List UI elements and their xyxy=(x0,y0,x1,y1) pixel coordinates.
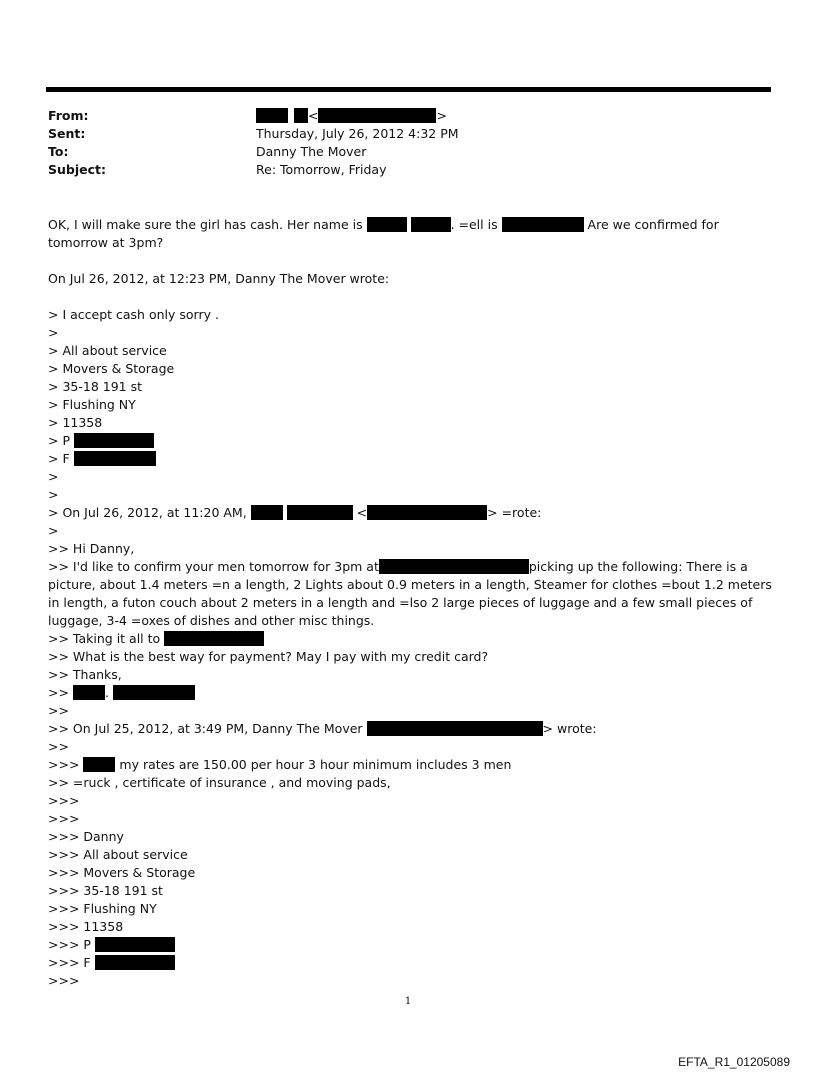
quote-line: >>> Flushing NY xyxy=(48,901,157,916)
bates-number: EFTA_R1_01205089 xyxy=(678,1055,790,1069)
redaction xyxy=(73,685,105,700)
quote-line: >> Taking it all to xyxy=(48,630,773,648)
sent-label: Sent: xyxy=(48,126,86,141)
redaction xyxy=(164,631,264,646)
quote-line: >>> Danny xyxy=(48,829,124,844)
subject-value: Re: Tomorrow, Friday xyxy=(256,162,387,177)
redaction xyxy=(95,937,175,952)
quote-line: > All about service xyxy=(48,343,167,358)
redaction xyxy=(287,505,353,520)
redaction xyxy=(367,721,543,736)
quote-line: > xyxy=(48,325,59,340)
redaction xyxy=(502,217,584,232)
quote-line: >> On Jul 25, 2012, at 3:49 PM, Danny The Mover > wrote: xyxy=(48,721,597,736)
redaction xyxy=(294,108,308,123)
quote-line: >>> F xyxy=(48,954,773,972)
redaction xyxy=(379,559,529,574)
redaction xyxy=(367,217,407,232)
subject-label: Subject: xyxy=(48,162,106,177)
quote-line: >>> xyxy=(48,811,80,826)
reply-paragraph: OK, I will make sure the girl has cash. Her name is . =ell is Are we confirmed for tomorrow at 3pm? xyxy=(48,217,719,250)
redaction xyxy=(318,108,436,123)
quote-line: >> xyxy=(48,739,69,754)
quote-line: > 11358 xyxy=(48,415,103,430)
quote-line: > xyxy=(48,469,59,484)
quote-line: > F xyxy=(48,450,773,468)
quote-line: >>> P xyxy=(48,936,773,954)
sent-value: Thursday, July 26, 2012 4:32 PM xyxy=(256,126,459,141)
quote-line: >> Hi Danny, xyxy=(48,541,135,556)
quote-line: > xyxy=(48,523,59,538)
quote-line: >>> All about service xyxy=(48,847,188,862)
to-label: To: xyxy=(48,144,69,159)
quote-intro: On Jul 26, 2012, at 12:23 PM, Danny The Mover wrote: xyxy=(48,271,390,286)
page-number: 1 xyxy=(404,996,412,1007)
from-lt: < xyxy=(307,108,319,123)
quote-line: >>> 11358 xyxy=(48,919,124,934)
redaction xyxy=(74,451,156,466)
redaction xyxy=(256,108,288,123)
quote-line: >>> Movers & Storage xyxy=(48,865,196,880)
quote-line: >>> xyxy=(48,973,80,988)
quote-line: >> =ruck , certificate of insurance , and moving pads, xyxy=(48,775,391,790)
redaction xyxy=(74,433,154,448)
redaction xyxy=(411,217,451,232)
quote-line: >> I'd like to confirm your men tomorrow for 3pm at picking up the following: There is a picture, about 1.4 meters =n a length, 2 Lights about 0.9 meters in a length, Steamer for clothes =bout 1.2 meters in length, a futon couch about 2 meters in a length and =lso 2 large pieces of luggage and a few small pieces of luggage, 3-4 =oxes of dishes and other misc things. xyxy=(48,559,772,628)
redaction xyxy=(95,955,175,970)
quote-line: > On Jul 26, 2012, at 11:20 AM, < > =rote: xyxy=(48,505,542,520)
quote-line: >> What is the best way for payment? May I pay with my credit card? xyxy=(48,649,489,664)
quote-line: > Flushing NY xyxy=(48,397,136,412)
quote-line: >>> 35-18 191 st xyxy=(48,883,163,898)
quote-line: > xyxy=(48,487,59,502)
quote-line: > Movers & Storage xyxy=(48,361,175,376)
quote-line: >>> xyxy=(48,793,80,808)
redaction xyxy=(367,505,487,520)
from-label: From: xyxy=(48,108,89,123)
quote-line: > P xyxy=(48,432,773,450)
email-body xyxy=(48,216,773,990)
from-gt: > xyxy=(436,108,447,123)
from-value xyxy=(256,107,447,125)
quote-line: >> xyxy=(48,703,69,718)
header-rule xyxy=(46,87,771,92)
quote-line: >> Thanks, xyxy=(48,667,122,682)
quote-line: >>> my rates are 150.00 per hour 3 hour minimum includes 3 men xyxy=(48,757,512,772)
quote-line: >> . xyxy=(48,684,773,702)
quote-line: > I accept cash only sorry . xyxy=(48,307,219,322)
quote-line: > 35-18 191 st xyxy=(48,379,142,394)
redaction xyxy=(113,685,195,700)
redaction xyxy=(251,505,283,520)
to-value: Danny The Mover xyxy=(256,144,367,159)
redaction xyxy=(83,757,115,772)
